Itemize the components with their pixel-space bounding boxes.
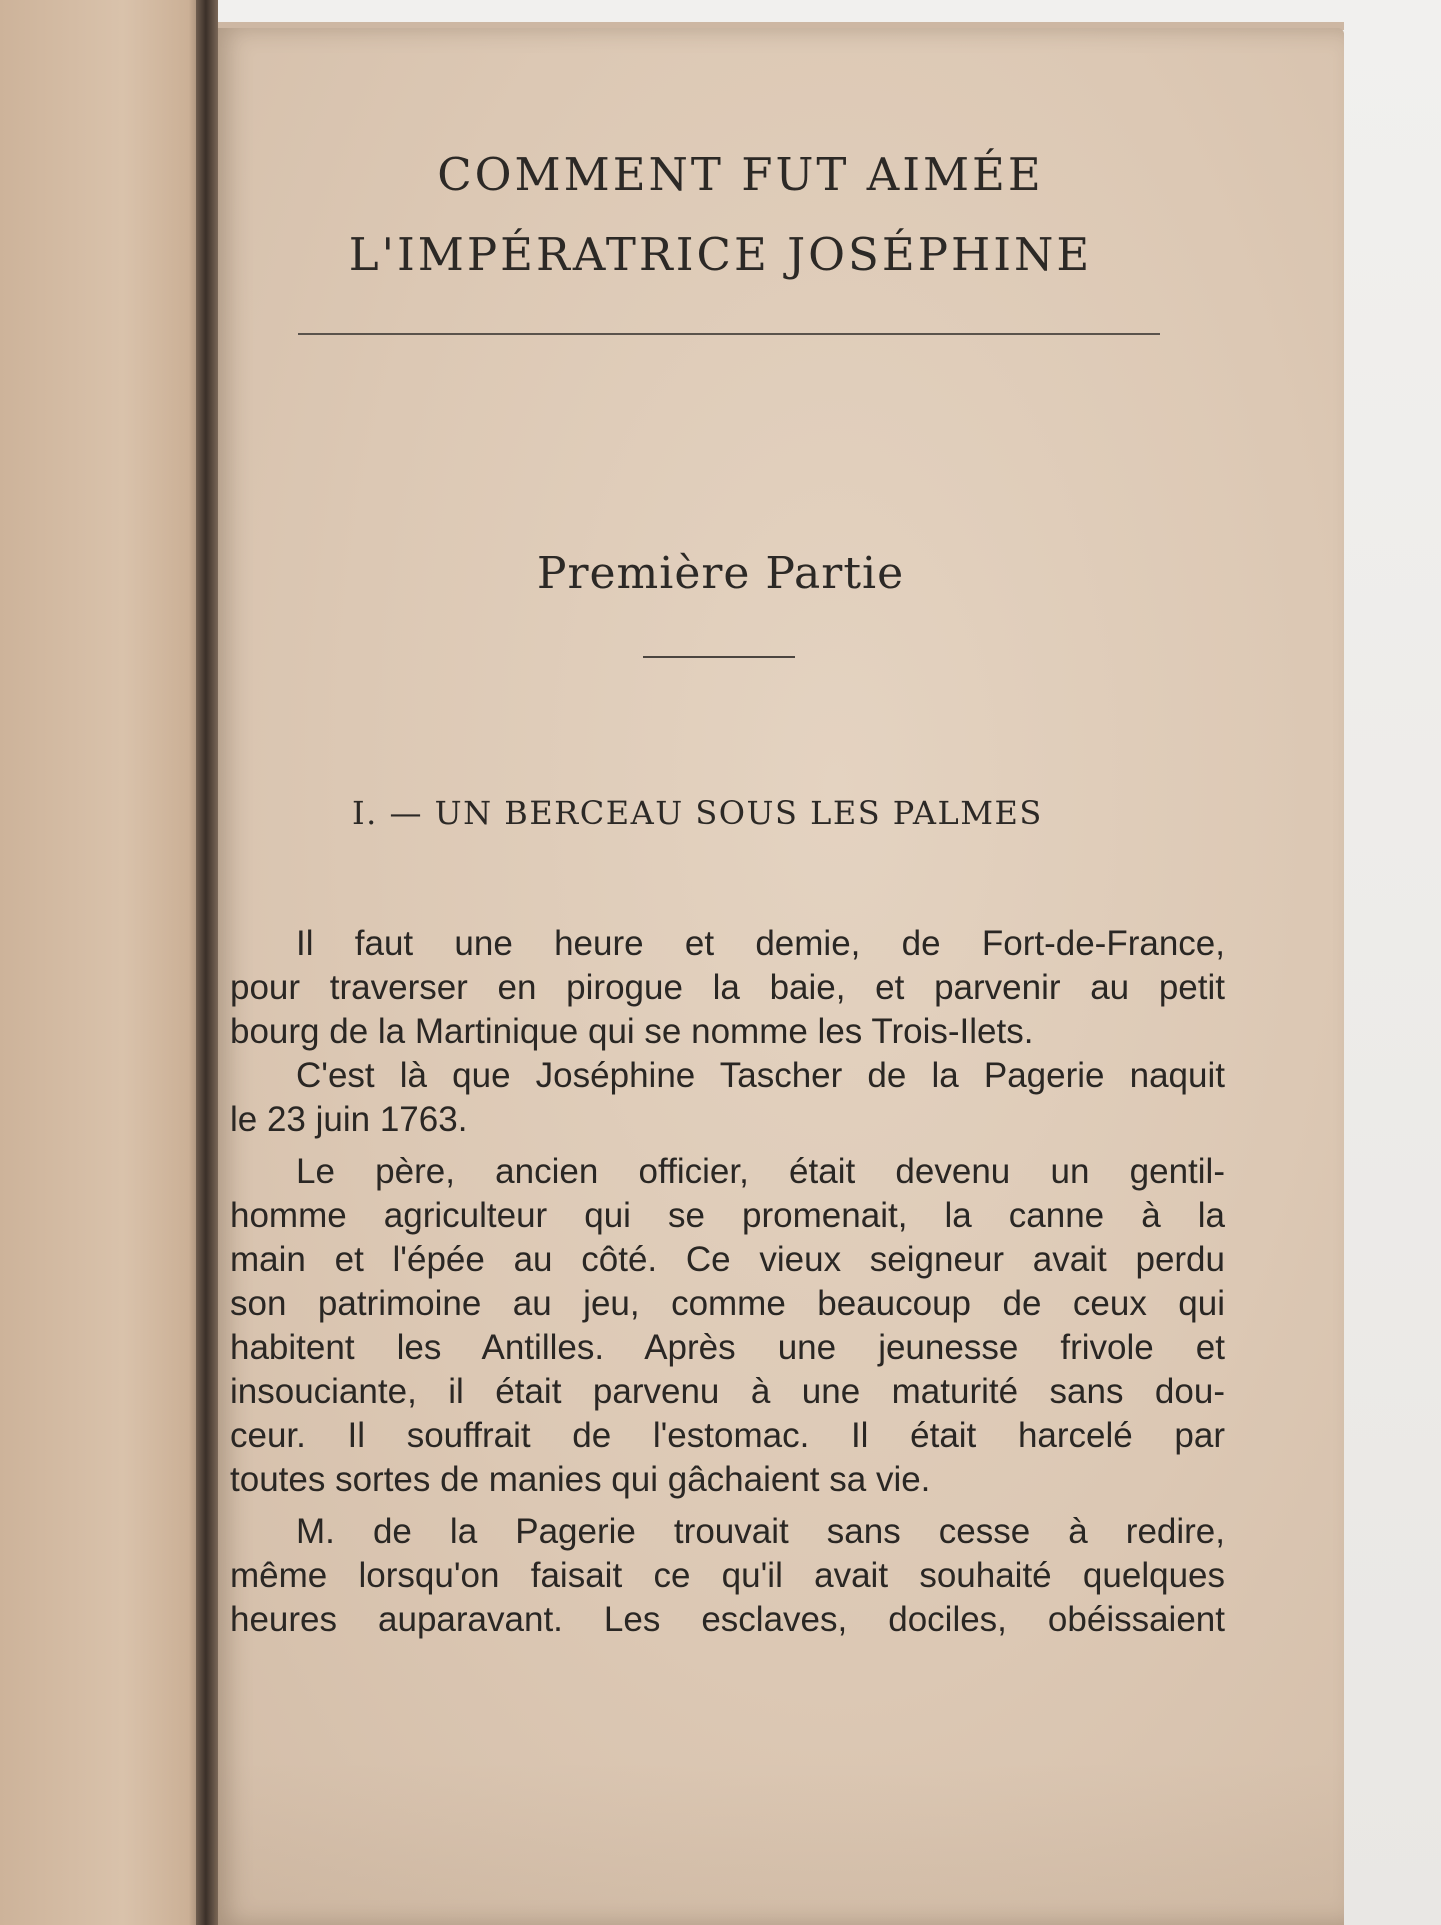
text-line: main et l'épée au côté. Ce vieux seigneur avait perdu	[230, 1240, 1225, 1279]
facing-page	[0, 0, 205, 1925]
chapter-heading: I. — UN BERCEAU SOUS LES PALMES	[352, 794, 1043, 832]
text-line: son patrimoine au jeu, comme beaucoup de ceux qui	[230, 1284, 1225, 1323]
text-line: Il faut une heure et demie, de Fort-de-France,	[296, 924, 1225, 963]
text-line: le 23 juin 1763.	[230, 1100, 468, 1139]
part-heading: Première Partie	[536, 548, 905, 599]
text-line: ceur. Il souffrait de l'estomac. Il était harcelé par	[230, 1416, 1225, 1455]
text-line: heures auparavant. Les esclaves, dociles, obéissaient	[230, 1600, 1225, 1639]
text-line: habitent les Antilles. Après une jeunesse frivole et	[230, 1328, 1225, 1367]
text-line: Le père, ancien officier, était devenu un gentil-	[296, 1152, 1225, 1191]
text-line: pour traverser en pirogue la baie, et parvenir au petit	[230, 968, 1225, 1007]
text-line: toutes sortes de manies qui gâchaient sa vie.	[230, 1460, 931, 1499]
book-title-line-1: COMMENT FUT AIMÉE	[437, 148, 1044, 201]
text-line: C'est là que Joséphine Tascher de la Pagerie naquit	[296, 1056, 1225, 1095]
text-line: homme agriculteur qui se promenait, la canne à la	[230, 1196, 1225, 1235]
title-rule	[298, 333, 1160, 335]
book-gutter	[196, 0, 218, 1925]
body-text	[230, 922, 1225, 1642]
part-rule	[643, 656, 795, 658]
text-line: M. de la Pagerie trouvait sans cesse à redire,	[296, 1512, 1225, 1551]
text-line: même lorsqu'on faisait ce qu'il avait souhaité quelques	[230, 1556, 1225, 1595]
text-line: bourg de la Martinique qui se nomme les Trois-Ilets.	[230, 1012, 1034, 1051]
page-shadow	[214, 1760, 1344, 1925]
book-title-line-2: L'IMPÉRATRICE JOSÉPHINE	[348, 228, 1093, 281]
text-line: insouciante, il était parvenu à une maturité sans dou-	[230, 1372, 1225, 1411]
